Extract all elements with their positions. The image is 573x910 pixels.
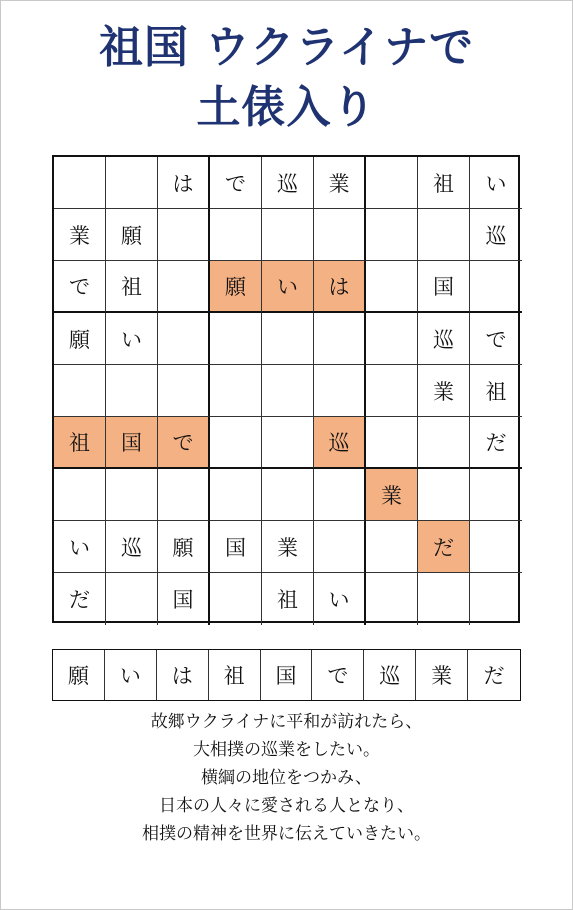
grid-cell[interactable]: 業: [366, 469, 418, 521]
grid-cell[interactable]: で: [470, 313, 522, 365]
grid-cell[interactable]: [262, 417, 314, 469]
message-line: 相撲の精神を世界に伝えていきたい。: [142, 824, 431, 844]
message-line: 日本の人々に愛される人となり、: [159, 796, 414, 816]
grid-cell[interactable]: 国: [106, 417, 158, 469]
grid-cell[interactable]: 巡: [262, 157, 314, 209]
grid-cell[interactable]: い: [54, 521, 106, 573]
grid-cell[interactable]: [470, 261, 522, 313]
grid-cell[interactable]: [54, 469, 106, 521]
answer-cell: 業: [416, 650, 468, 700]
grid-cell[interactable]: 巡: [106, 521, 158, 573]
grid-cell[interactable]: [418, 209, 470, 261]
grid-cell[interactable]: [366, 261, 418, 313]
message-line: 横綱の地位をつかみ、: [200, 768, 373, 788]
grid-cell[interactable]: [366, 417, 418, 469]
grid-cell[interactable]: 願: [158, 521, 210, 573]
grid-cell[interactable]: [106, 365, 158, 417]
grid-cell[interactable]: [262, 365, 314, 417]
grid-cell[interactable]: [418, 469, 470, 521]
grid-cell[interactable]: 祖: [262, 573, 314, 625]
grid-cell[interactable]: 祖: [470, 365, 522, 417]
grid-cell[interactable]: 願: [54, 313, 106, 365]
grid-cell[interactable]: [314, 209, 366, 261]
grid-cell[interactable]: い: [262, 261, 314, 313]
grid-cell[interactable]: は: [158, 157, 210, 209]
grid-cell[interactable]: い: [314, 573, 366, 625]
grid-cell[interactable]: 国: [210, 521, 262, 573]
answer-cell: 祖: [209, 650, 261, 700]
grid-cell[interactable]: 巡: [470, 209, 522, 261]
grid-cell[interactable]: [210, 313, 262, 365]
grid-cell[interactable]: 業: [54, 209, 106, 261]
grid-cell[interactable]: [418, 573, 470, 625]
grid-cell[interactable]: [106, 157, 158, 209]
grid-cell[interactable]: い: [106, 313, 158, 365]
grid-cell[interactable]: で: [210, 157, 262, 209]
answer-cell: は: [157, 650, 209, 700]
grid-cell[interactable]: [210, 573, 262, 625]
grid-cell[interactable]: [366, 365, 418, 417]
grid-cell[interactable]: [210, 417, 262, 469]
grid-cell[interactable]: 祖: [418, 157, 470, 209]
grid-cell[interactable]: だ: [54, 573, 106, 625]
grid-cell[interactable]: [366, 313, 418, 365]
message-line: 大相撲の巡業をしたい。: [193, 740, 380, 760]
grid-cell[interactable]: [210, 365, 262, 417]
answer-cell: 願: [53, 650, 105, 700]
grid-cell[interactable]: [262, 313, 314, 365]
grid-cell[interactable]: [262, 209, 314, 261]
grid-cell[interactable]: [106, 469, 158, 521]
grid-cell[interactable]: 国: [158, 573, 210, 625]
answer-cell: 巡: [364, 650, 416, 700]
grid-cell[interactable]: [158, 469, 210, 521]
grid-cell[interactable]: [470, 521, 522, 573]
grid-cell[interactable]: で: [54, 261, 106, 313]
page-title-line-2: 土俵入り: [196, 82, 377, 133]
grid-cell[interactable]: [210, 209, 262, 261]
grid-cell[interactable]: 巡: [418, 313, 470, 365]
grid-cell[interactable]: [366, 209, 418, 261]
grid-cell[interactable]: [366, 573, 418, 625]
grid-cell[interactable]: 祖: [106, 261, 158, 313]
grid-cell[interactable]: [470, 469, 522, 521]
grid-cell[interactable]: [54, 157, 106, 209]
puzzle-grid: [52, 155, 520, 623]
grid-cell[interactable]: [158, 261, 210, 313]
message-text: [0, 708, 573, 848]
grid-cell[interactable]: 業: [418, 365, 470, 417]
answer-row: [52, 649, 521, 701]
grid-cell[interactable]: 願: [106, 209, 158, 261]
grid-cell[interactable]: [106, 573, 158, 625]
page-title-line-1: 祖国 ウクライナで: [99, 22, 474, 73]
grid-cell[interactable]: [470, 573, 522, 625]
grid-cell[interactable]: [366, 521, 418, 573]
grid-cell[interactable]: だ: [470, 417, 522, 469]
grid-cell[interactable]: 祖: [54, 417, 106, 469]
grid-cell[interactable]: 願: [210, 261, 262, 313]
grid-cell[interactable]: [158, 209, 210, 261]
grid-cell[interactable]: [314, 365, 366, 417]
grid-cell[interactable]: で: [158, 417, 210, 469]
grid-cell[interactable]: [262, 469, 314, 521]
grid-cell[interactable]: は: [314, 261, 366, 313]
grid-cell[interactable]: [366, 157, 418, 209]
grid-cell[interactable]: 業: [314, 157, 366, 209]
message-line: 故郷ウクライナに平和が訪れたら、: [150, 712, 423, 732]
answer-cell: 国: [261, 650, 313, 700]
grid-cell[interactable]: だ: [418, 521, 470, 573]
grid-cell[interactable]: [314, 521, 366, 573]
answer-cell: だ: [483, 664, 505, 688]
grid-cell[interactable]: [158, 365, 210, 417]
grid-cell[interactable]: 業: [262, 521, 314, 573]
grid-cell[interactable]: い: [470, 157, 522, 209]
grid-cell[interactable]: 巡: [314, 417, 366, 469]
grid-cell[interactable]: [314, 313, 366, 365]
grid-cell[interactable]: [210, 469, 262, 521]
grid-cell[interactable]: [54, 365, 106, 417]
grid-cell[interactable]: 国: [418, 261, 470, 313]
answer-cell: い: [105, 650, 157, 700]
grid-cell[interactable]: [158, 313, 210, 365]
grid-cell[interactable]: [418, 417, 470, 469]
answer-cell: で: [312, 650, 364, 700]
grid-cell[interactable]: [314, 469, 366, 521]
